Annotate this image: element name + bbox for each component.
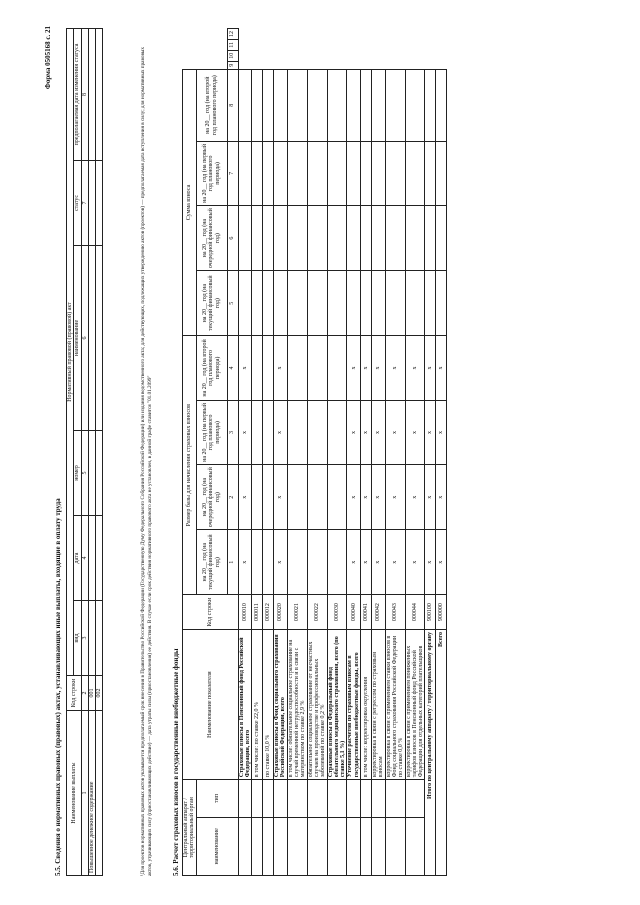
value-cell: x xyxy=(372,530,386,595)
value-cell: x xyxy=(274,336,288,400)
row-label: корректировка в связи с применением ставки взносов в Фонд социального страхования Российской Федерации по ставке 0,0 % xyxy=(385,629,405,779)
payment-name-cell: Повышенное денежное содержание xyxy=(88,711,95,876)
value-cell xyxy=(327,530,347,595)
col-num: 3 xyxy=(227,400,238,464)
table-row xyxy=(252,29,263,876)
value-cell xyxy=(252,271,263,336)
value-cell xyxy=(361,271,372,336)
value-cell: x xyxy=(361,400,372,464)
col-num: 11 xyxy=(227,40,238,51)
empty-cell xyxy=(347,780,361,818)
value-cell xyxy=(425,206,436,271)
col-num: 2 xyxy=(81,676,88,711)
empty-cell xyxy=(238,780,252,818)
row-label: в том числе: корректировка округления xyxy=(361,629,372,779)
col-num: 4 xyxy=(227,336,238,400)
col-num: 6 xyxy=(227,206,238,271)
value-cell xyxy=(274,141,288,205)
empty-cell xyxy=(372,780,386,818)
empty-cell xyxy=(405,817,425,875)
section-5-6-title: 5.6. Расчет страховых взносов в государственные внебюджетные фонды xyxy=(172,648,180,876)
value-cell: x xyxy=(405,336,425,400)
value-cell xyxy=(327,400,347,464)
row-label: Уточнение расчетов по страховым взносам в государственные внебюджетные фонды, всего xyxy=(347,629,361,779)
value-cell: x xyxy=(274,400,288,464)
row-code-cell: 000010 xyxy=(238,595,252,630)
value-cell xyxy=(307,336,327,400)
value-cell xyxy=(361,141,372,205)
value-cell: x xyxy=(347,530,361,595)
value-cell xyxy=(327,69,347,141)
header-year-first: на 20__ год (на первый год планового периода) xyxy=(196,400,227,464)
value-cell xyxy=(252,400,263,464)
value-cell xyxy=(327,141,347,205)
empty-cell xyxy=(263,817,274,875)
value-cell xyxy=(425,69,436,141)
header-number: номер xyxy=(74,431,81,516)
header-indicator: Наименование показателя xyxy=(183,629,239,779)
value-cell: x xyxy=(436,400,447,464)
value-cell xyxy=(263,69,274,141)
header-year-current: на 20__ год (на текущий финансовый год) xyxy=(196,530,227,595)
value-cell: x xyxy=(347,465,361,530)
header-status: статус xyxy=(74,161,81,246)
row-code-cell: 001 xyxy=(88,676,95,711)
value-cell xyxy=(238,271,252,336)
empty-cell xyxy=(307,780,327,818)
value-cell xyxy=(347,69,361,141)
empty-cell xyxy=(263,780,274,818)
empty-cell xyxy=(347,817,361,875)
value-cell: x xyxy=(274,465,288,530)
col-num: 9 xyxy=(227,61,238,69)
empty-cell xyxy=(307,817,327,875)
empty-cell xyxy=(327,780,347,818)
value-cell xyxy=(287,465,307,530)
empty-cell xyxy=(361,780,372,818)
row-code-cell: 002 xyxy=(96,676,103,711)
value-cell: x xyxy=(405,530,425,595)
value-cell xyxy=(287,336,307,400)
value-cell: x xyxy=(425,400,436,464)
header-payment-name: Наименование выплаты xyxy=(67,711,82,876)
col-num: 10 xyxy=(227,50,238,61)
value-cell xyxy=(347,206,361,271)
value-cell: x xyxy=(385,465,405,530)
document-page xyxy=(40,22,600,882)
value-cell: x xyxy=(361,530,372,595)
footnote: ¹Для проектов нормативных правовых актов указывается предполагаемый срок внесения в Правительство Российской Федерации (Государственную Думу Федерального Собрания Российской Федерации) или издания ведомственного акта; для действующих, подлежащих утверждению актов (проектов) — предполагаемая дата вступления в силу; для нормативных правовых актов, утрачивающих силу (приостанавливающих действие) — дата утраты силы (приостановления) ее действия. В случае если срок действия нормативного правового акта не установлен, в данной графе ставится "01.01.2099" xyxy=(140,47,153,876)
value-cell xyxy=(307,206,327,271)
col-num: 2 xyxy=(227,465,238,530)
col-num: 1 xyxy=(227,530,238,595)
value-cell xyxy=(372,141,386,205)
value-cell xyxy=(327,206,347,271)
value-cell: x xyxy=(372,465,386,530)
value-cell: x xyxy=(361,465,372,530)
empty-cell xyxy=(287,817,307,875)
empty-cell xyxy=(238,817,252,875)
value-cell xyxy=(252,336,263,400)
value-cell xyxy=(405,141,425,205)
table-row xyxy=(263,29,274,876)
header-date: дата xyxy=(74,516,81,601)
value-cell: x xyxy=(385,336,405,400)
section-5-5-title: 5.5. Сведения о нормативных правовых (правовых) актах, устанавливающих иные выплаты, входящие в оплату труда xyxy=(54,498,62,876)
col-num: 8 xyxy=(227,69,238,141)
empty-cell xyxy=(405,780,425,818)
value-cell xyxy=(287,271,307,336)
value-cell xyxy=(287,141,307,205)
value-cell xyxy=(263,336,274,400)
value-cell xyxy=(307,530,327,595)
value-cell xyxy=(263,206,274,271)
value-cell xyxy=(385,206,405,271)
header-year-second: на 20__ год (на второй год планового периода) xyxy=(196,336,227,400)
value-cell: x xyxy=(425,336,436,400)
value-cell: x xyxy=(238,530,252,595)
value-cell xyxy=(347,271,361,336)
header-sum: Сумма взноса xyxy=(183,69,197,335)
table-row xyxy=(372,29,386,876)
empty-cell xyxy=(252,780,263,818)
table-row xyxy=(347,29,361,876)
value-cell xyxy=(274,206,288,271)
value-cell xyxy=(385,141,405,205)
row-label: по ставке 10,0 % xyxy=(263,629,274,779)
header-year-current: на 20__ год (на текущий финансовый год) xyxy=(196,271,227,336)
row-label: корректировка в связи с регрессом по страховым взносам xyxy=(372,629,386,779)
col-num: 12 xyxy=(227,29,238,40)
value-cell xyxy=(385,271,405,336)
value-cell xyxy=(287,400,307,464)
header-type: тип xyxy=(196,780,238,818)
value-cell xyxy=(238,206,252,271)
value-cell xyxy=(385,69,405,141)
row-label: обязательное социальное страхование от несчастных случаев на производстве и профессиональных заболеваний по ставке 0,2 % xyxy=(307,629,327,779)
value-cell xyxy=(307,400,327,464)
header-year-next: на 20__ год (на очередной финансовый год) xyxy=(196,206,227,271)
row-code-cell: 000040 xyxy=(347,595,361,630)
row-label: Страховые взносы в Федеральный фонд обязательного медицинского страхования, всего (по ставке 5,1 %) xyxy=(327,629,347,779)
row-code-cell: 900100 xyxy=(425,595,436,630)
value-cell xyxy=(327,465,347,530)
value-cell: x xyxy=(347,400,361,464)
value-cell xyxy=(307,69,327,141)
value-cell: x xyxy=(274,530,288,595)
row-code-cell: 000021 xyxy=(287,595,307,630)
value-cell: x xyxy=(347,336,361,400)
value-cell xyxy=(263,465,274,530)
value-cell: x xyxy=(385,530,405,595)
value-cell xyxy=(327,271,347,336)
header-year-second: на 20__ год (на второй год планового периода) xyxy=(196,69,227,141)
value-cell: x xyxy=(405,400,425,464)
value-cell: x xyxy=(436,530,447,595)
value-cell xyxy=(436,69,447,141)
value-cell xyxy=(287,69,307,141)
value-cell xyxy=(307,465,327,530)
value-cell: x xyxy=(372,336,386,400)
value-cell xyxy=(263,400,274,464)
table-row xyxy=(436,29,447,876)
row-label: корректировка в связи с применением пониженных тарифов взносов в Пенсионный фонд Российской Федерации для отдельных категорий плательщиков xyxy=(405,629,425,779)
value-cell xyxy=(263,530,274,595)
col-num: 6 xyxy=(81,246,88,431)
col-num: 8 xyxy=(81,29,88,161)
empty-cell xyxy=(287,780,307,818)
col-num: 3 xyxy=(81,601,88,676)
value-cell xyxy=(361,69,372,141)
value-cell xyxy=(252,465,263,530)
table-row xyxy=(361,29,372,876)
form-code: Форма 0505168 с. 21 xyxy=(44,26,52,90)
section-5-6-table xyxy=(182,28,447,876)
value-cell xyxy=(263,271,274,336)
col-num: 7 xyxy=(81,161,88,246)
value-cell: x xyxy=(238,465,252,530)
value-cell xyxy=(405,69,425,141)
value-cell: x xyxy=(372,400,386,464)
header-name: наименование xyxy=(196,817,238,875)
value-cell xyxy=(287,530,307,595)
value-cell xyxy=(361,206,372,271)
value-cell xyxy=(238,69,252,141)
table-row xyxy=(274,29,288,876)
row-label: Страховые взносы в Фонд социального страхования Российской Федерации, всего xyxy=(274,629,288,779)
value-cell: x xyxy=(436,465,447,530)
section-5-6-rows xyxy=(238,29,447,876)
section-5-5-table xyxy=(66,28,103,876)
payment-name-cell xyxy=(96,711,103,876)
value-cell xyxy=(252,206,263,271)
value-cell: x xyxy=(436,336,447,400)
header-kind: вид xyxy=(74,601,81,676)
header-year-first: на 20__ год (на первый год планового периода) xyxy=(196,141,227,205)
table-row xyxy=(238,29,252,876)
value-cell xyxy=(372,69,386,141)
header-name: наименование xyxy=(74,246,81,431)
value-cell xyxy=(274,271,288,336)
empty-cell xyxy=(361,817,372,875)
value-cell xyxy=(405,271,425,336)
value-cell xyxy=(274,69,288,141)
row-code-cell: 000041 xyxy=(361,595,372,630)
empty-cell xyxy=(274,817,288,875)
col-num: 1 xyxy=(81,711,88,876)
empty-cell xyxy=(385,817,405,875)
header-year-next: на 20__ год (на очередной финансовый год) xyxy=(196,465,227,530)
value-cell xyxy=(327,336,347,400)
value-cell xyxy=(425,141,436,205)
table-row xyxy=(287,29,307,876)
value-cell xyxy=(238,141,252,205)
col-num: 7 xyxy=(227,141,238,205)
value-cell: x xyxy=(238,400,252,464)
value-cell xyxy=(436,206,447,271)
header-row-code: Код строки xyxy=(183,595,239,630)
value-cell xyxy=(372,206,386,271)
row-code-cell: 900000 xyxy=(436,595,447,630)
row-code-cell: 000043 xyxy=(385,595,405,630)
value-cell: x xyxy=(425,530,436,595)
header-expected-date: предполагаемая дата изменения статуса xyxy=(74,29,81,161)
row-code-cell: 000011 xyxy=(252,595,263,630)
value-cell xyxy=(307,271,327,336)
empty-cell xyxy=(385,780,405,818)
header-row-code: Код строки xyxy=(67,676,82,711)
row-code-cell: 000044 xyxy=(405,595,425,630)
col-num: 5 xyxy=(227,271,238,336)
row-code-cell: 000020 xyxy=(274,595,288,630)
row-label: Страховые взносы в Пенсионный фонд Российской Федерации, всего xyxy=(238,629,252,779)
header-central: Центральный аппарат / территориальный орган xyxy=(183,780,197,876)
value-cell: x xyxy=(238,336,252,400)
empty-cell xyxy=(252,817,263,875)
value-cell xyxy=(405,206,425,271)
empty-cell xyxy=(372,817,386,875)
header-base: Размер базы для начисления страховых взносов xyxy=(183,336,197,595)
value-cell xyxy=(436,141,447,205)
row-label: в том числе: по ставке 22,0 % xyxy=(252,629,263,779)
row-label: в том числе: обязательное социальное страхование на случай временной нетрудоспособности и в связи с материнством по ставке 2,9 % xyxy=(287,629,307,779)
value-cell xyxy=(252,141,263,205)
empty-cell xyxy=(274,780,288,818)
row-label: Итого по центральному аппарату / территориальному органу xyxy=(425,629,436,875)
value-cell xyxy=(372,271,386,336)
table-row xyxy=(327,29,347,876)
row-code-cell: 000012 xyxy=(263,595,274,630)
row-code-cell: 000022 xyxy=(307,595,327,630)
value-cell xyxy=(252,69,263,141)
row-code-cell: 000030 xyxy=(327,595,347,630)
value-cell: x xyxy=(361,336,372,400)
row-label: Всего xyxy=(436,629,447,875)
value-cell xyxy=(425,271,436,336)
col-num: 5 xyxy=(81,431,88,516)
value-cell xyxy=(287,206,307,271)
value-cell xyxy=(307,141,327,205)
table-row xyxy=(307,29,327,876)
col-num: 4 xyxy=(81,516,88,601)
row-code-cell: 000042 xyxy=(372,595,386,630)
value-cell: x xyxy=(425,465,436,530)
value-cell xyxy=(263,141,274,205)
value-cell: x xyxy=(385,400,405,464)
value-cell xyxy=(436,271,447,336)
value-cell xyxy=(347,141,361,205)
table-row xyxy=(405,29,425,876)
empty-cell xyxy=(327,817,347,875)
value-cell xyxy=(252,530,263,595)
header-act-group: Нормативный правовой (правовой) акт xyxy=(67,29,74,676)
value-cell: x xyxy=(405,465,425,530)
table-row xyxy=(425,29,436,876)
table-row xyxy=(385,29,405,876)
